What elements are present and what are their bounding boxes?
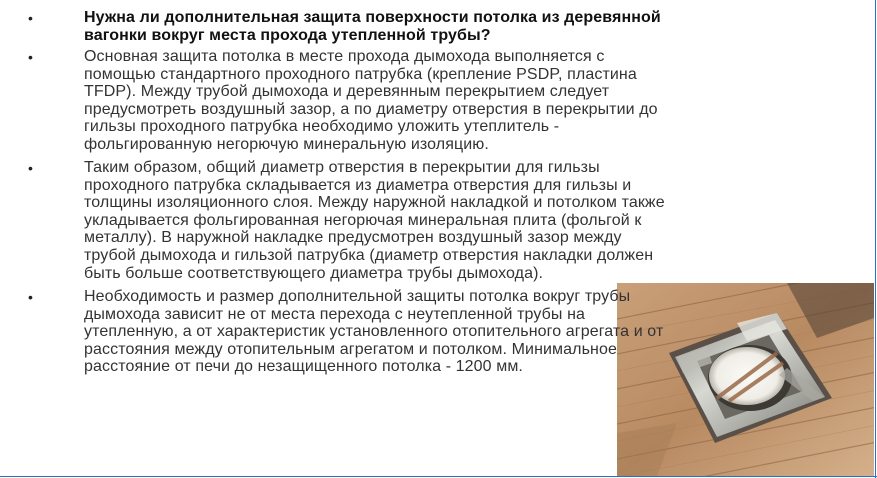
bullet: • — [28, 160, 33, 176]
text-line: укладывается фольгированная негорючая минеральная плита (фольгой к — [84, 211, 642, 229]
text-line: металлу). В наружной накладке предусмотрен воздушный зазор между — [84, 229, 622, 247]
bullet: • — [28, 10, 33, 26]
bullet: • — [28, 49, 33, 65]
text-line: проходного патрубка складывается из диаметра отверстия для гильзы и — [84, 176, 632, 194]
text-line: быть больше соответствующего диаметра трубы дымохода). — [84, 264, 544, 282]
answer-text — [84, 159, 764, 282]
text-line: Таким образом, общий диаметр отверстия в перекрытии для гильзы — [84, 159, 600, 176]
text-line: фольгированную негорючую минеральную изоляцию. — [84, 135, 489, 153]
text-line: помощью стандартного проходного патрубка (крепление PSDP, пластина — [84, 65, 637, 83]
text-line: расстояние от печи до незащищенного потолка - 1200 мм. — [84, 358, 523, 376]
text-line: трубой дымохода и гильзой патрубка (диаметр отверстия накладки должен — [84, 246, 654, 264]
text-line: TFDP). Между трубой дымохода и деревянным перекрытием следует — [84, 83, 610, 101]
text-line: предусмотреть воздушный зазор, а по диаметру отверстия в перекрытии до — [84, 100, 658, 118]
text-line: Необходимость и размер дополнительной защиты потолка вокруг трубы — [84, 288, 631, 305]
bullet: • — [28, 289, 33, 305]
answer-text — [84, 48, 764, 154]
text-line: дымохода зависит не от места перехода с неутепленной трубы на — [84, 305, 585, 323]
text-line: расстояния между отопительным агрегатом и потолком. Минимальное — [84, 340, 617, 358]
answer-text — [84, 288, 764, 376]
frame-bottom-border — [0, 476, 877, 477]
question-text — [84, 9, 764, 44]
text-line: Основная защита потолка в месте прохода дымохода выполняется с — [84, 48, 605, 65]
text-line: толщины изоляционного слоя. Между наружной накладкой и потолком также — [84, 194, 665, 212]
text-line: Нужна ли дополнительная защита поверхности потолка из деревянной — [84, 9, 661, 26]
frame-right-border — [875, 0, 876, 478]
text-line: вагонки вокруг места прохода утепленной трубы? — [84, 26, 491, 44]
text-line: гильзы проходного патрубка необходимо уложить утеплитель - — [84, 118, 560, 136]
text-line: утепленную, а от характеристик установленного отопительного агрегата и от — [84, 323, 664, 341]
